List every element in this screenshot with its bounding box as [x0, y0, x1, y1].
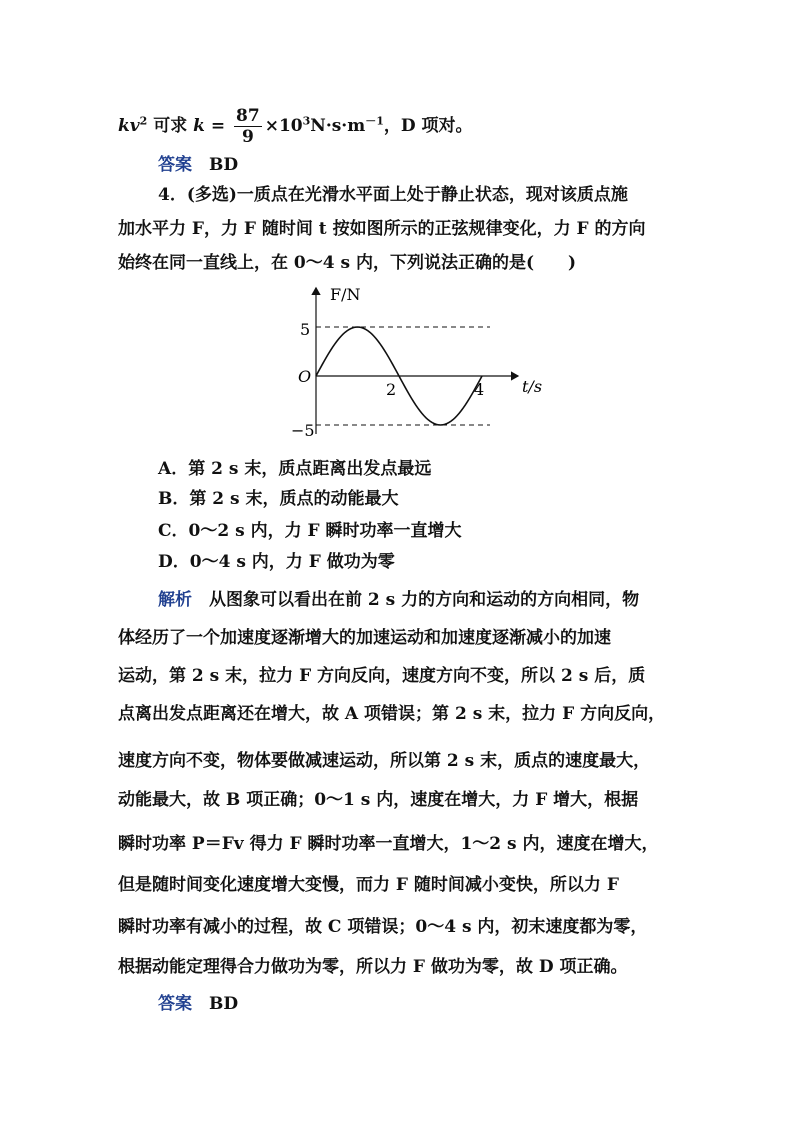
answer-value: BD [209, 994, 239, 1014]
times-ten: ×10 [264, 116, 303, 136]
x-tick-2: 2 [386, 380, 397, 399]
equals: = [204, 116, 232, 136]
question-line: 加水平力 F，力 F 随时间 t 按如图所示的正弦规律变化，力 F 的方向 [118, 219, 646, 239]
answer-1 [158, 154, 238, 176]
kv-term: kv [118, 116, 140, 136]
numerator: 87 [236, 106, 260, 126]
x-tick-4: 4 [474, 380, 485, 399]
analysis-line: 体经历了一个加速度逐渐增大的加速运动和加速度逐渐减小的加速 [118, 628, 611, 648]
answer-value: BD [209, 155, 239, 175]
fraction [234, 106, 262, 147]
intro-formula-line [118, 106, 473, 147]
question-line: 始终在同一直线上，在 0～4 s 内，下列说法正确的是( ) [118, 253, 577, 273]
analysis-first-line [158, 589, 639, 611]
analysis-line: 但是随时间变化速度增大变慢，而力 F 随时间减小变快，所以力 F [118, 875, 619, 895]
force-time-chart [0, 282, 794, 442]
analysis-line: 瞬时功率有减小的过程，故 C 项错误；0～4 s 内，初末速度都为零， [118, 917, 648, 937]
exponent: 3 [302, 114, 311, 128]
answer-label: 答案 [158, 155, 192, 175]
answer-label: 答案 [158, 994, 192, 1014]
question-line: 4．(多选)一质点在光滑水平面上处于静止状态，现对该质点施 [158, 185, 628, 205]
analysis-line: 根据动能定理得合力做功为零，所以力 F 做功为零，故 D 项正确。 [118, 957, 628, 977]
exponent: 2 [139, 114, 148, 128]
x-axis-label: t/s [522, 377, 543, 396]
option-a: A．第 2 s 末，质点距离出发点最远 [158, 459, 432, 479]
analysis-line: 运动，第 2 s 末，拉力 F 方向反向，速度方向不变，所以 2 s 后，质 [118, 666, 646, 686]
unit: N·s·m [310, 116, 366, 136]
text-fragment: ，D 项对。 [383, 116, 473, 136]
analysis-line: 速度方向不变，物体要做减速运动，所以第 2 s 末，质点的速度最大， [118, 751, 651, 771]
option-c: C．0～2 s 内，力 F 瞬时功率一直增大 [158, 521, 462, 541]
exponent: －1 [365, 114, 384, 128]
analysis-text: 从图象可以看出在前 2 s 力的方向和运动的方向相同，物 [192, 590, 640, 610]
text-fragment: 可求 [147, 116, 194, 136]
k-symbol: k [193, 116, 205, 136]
analysis-line: 点离出发点距离还在增大，故 A 项错误；第 2 s 末，拉力 F 方向反向， [118, 704, 666, 724]
analysis-line: 瞬时功率 P＝Fv 得力 F 瞬时功率一直增大，1～2 s 内，速度在增大， [118, 834, 659, 854]
answer-2 [158, 993, 238, 1015]
y-tick-5: 5 [300, 320, 311, 339]
y-axis-label: F/N [330, 285, 361, 304]
y-tick-neg5: −5 [291, 421, 315, 440]
denominator: 9 [241, 127, 254, 147]
analysis-line: 动能最大，故 B 项正确；0～1 s 内，速度在增大，力 F 增大，根据 [118, 790, 639, 810]
analysis-label: 解析 [158, 590, 192, 610]
option-d: D．0～4 s 内，力 F 做功为零 [158, 552, 395, 572]
origin-label: O [298, 367, 312, 386]
option-b: B．第 2 s 末，质点的动能最大 [158, 489, 399, 509]
